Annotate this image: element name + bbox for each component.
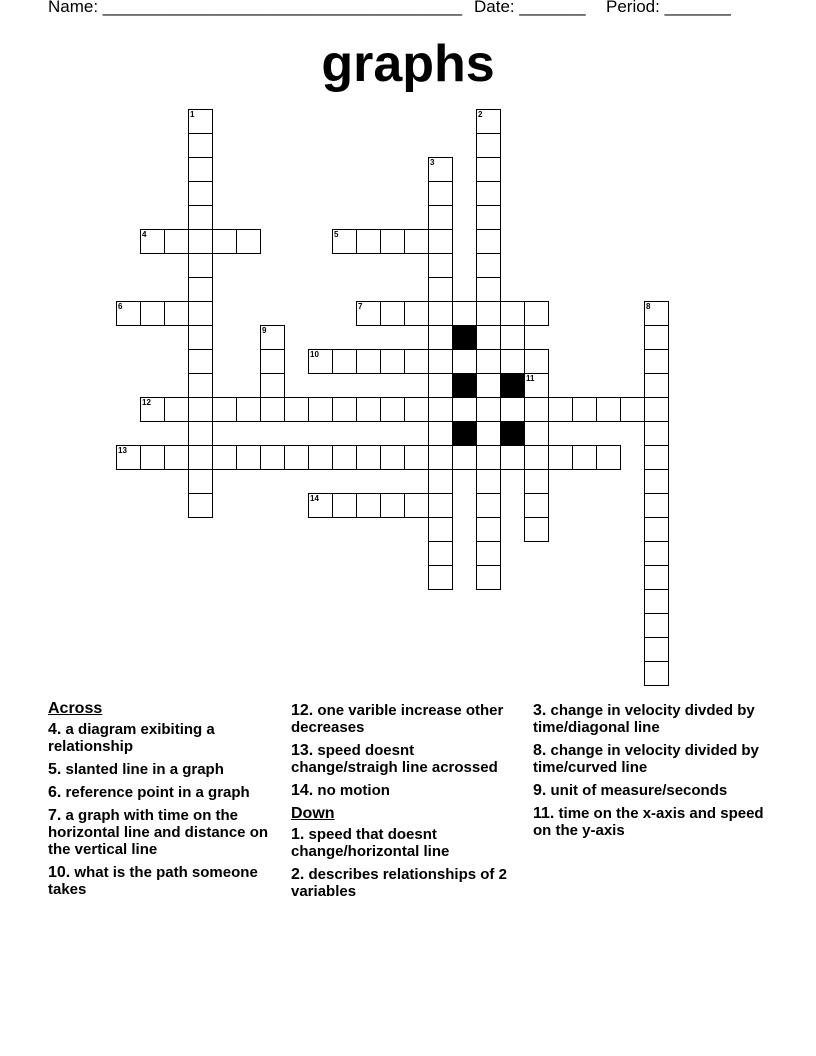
clue-number: 9. — [533, 782, 547, 799]
crossword-cell[interactable] — [356, 349, 381, 374]
clue-down-2 — [291, 866, 521, 900]
clue-across-7 — [48, 807, 284, 858]
crossword-cell[interactable] — [500, 445, 525, 470]
crossword-cell[interactable] — [476, 421, 501, 446]
crossword-cell[interactable] — [476, 109, 501, 134]
clue-text: describes relationships of 2 variables — [291, 866, 507, 900]
crossword-cell[interactable] — [428, 445, 453, 470]
crossword-cell[interactable] — [524, 493, 549, 518]
crossword-cell[interactable] — [548, 445, 573, 470]
crossword-cell[interactable] — [332, 349, 357, 374]
crossword-cell[interactable] — [428, 181, 453, 206]
clue-number: 5. — [48, 761, 62, 778]
name-field-label: Name: ______________________________________ — [48, 0, 463, 16]
clue-number: 7. — [48, 807, 62, 824]
crossword-cell[interactable] — [260, 325, 285, 350]
crossword-cell[interactable] — [524, 421, 549, 446]
clue-number: 11. — [533, 805, 555, 822]
clue-number: 12. — [291, 702, 314, 719]
crossword-cell[interactable] — [188, 445, 213, 470]
crossword-cell[interactable] — [452, 349, 477, 374]
crossword-cell[interactable] — [524, 349, 549, 374]
crossword-cell[interactable] — [116, 445, 141, 470]
crossword-cell[interactable] — [524, 301, 549, 326]
crossword-cell[interactable] — [476, 205, 501, 230]
crossword-cell[interactable] — [452, 301, 477, 326]
crossword-cell[interactable] — [140, 445, 165, 470]
crossword-cell[interactable] — [164, 301, 189, 326]
cell-number: 11 — [526, 374, 535, 383]
crossword-cell[interactable] — [476, 253, 501, 278]
crossword-cell[interactable] — [380, 445, 405, 470]
crossword-cell[interactable] — [476, 397, 501, 422]
crossword-cell[interactable] — [404, 445, 429, 470]
crossword-cell[interactable] — [140, 397, 165, 422]
crossword-cell[interactable] — [476, 565, 501, 590]
period-field-label: Period: _______ — [606, 0, 731, 16]
crossword-cell[interactable] — [356, 445, 381, 470]
cell-number: 5 — [334, 230, 339, 239]
clue-number: 3. — [533, 702, 547, 719]
crossword-cell[interactable] — [332, 445, 357, 470]
crossword-cell[interactable] — [404, 349, 429, 374]
clue-text: one varible increase other decreases — [291, 702, 504, 736]
crossword-cell[interactable] — [188, 349, 213, 374]
down-clues-column — [533, 700, 773, 845]
crossword-cell[interactable] — [188, 373, 213, 398]
crossword-cell[interactable] — [428, 325, 453, 350]
across-heading: Across — [48, 700, 103, 717]
cell-number: 2 — [478, 110, 483, 119]
crossword-cell[interactable] — [308, 493, 333, 518]
cell-number: 12 — [142, 398, 151, 407]
clue-down-1 — [291, 826, 521, 860]
crossword-cell[interactable] — [428, 277, 453, 302]
crossword-cell[interactable] — [644, 421, 669, 446]
crossword-cell[interactable] — [428, 469, 453, 494]
crossword-cell[interactable] — [644, 517, 669, 542]
crossword-cell[interactable] — [260, 397, 285, 422]
crossword-cell[interactable] — [188, 181, 213, 206]
crossword-cell[interactable] — [452, 397, 477, 422]
crossword-cell[interactable] — [332, 229, 357, 254]
crossword-cell[interactable] — [308, 397, 333, 422]
crossword-cell[interactable] — [356, 493, 381, 518]
crossword-cell[interactable] — [164, 445, 189, 470]
crossword-cell[interactable] — [188, 493, 213, 518]
crossword-cell[interactable] — [428, 229, 453, 254]
clue-across-14 — [291, 782, 521, 799]
crossword-cell[interactable] — [428, 397, 453, 422]
cell-number: 4 — [142, 230, 147, 239]
crossword-cell[interactable] — [644, 469, 669, 494]
cell-number: 10 — [310, 350, 319, 359]
crossword-cell[interactable] — [524, 445, 549, 470]
crossword-cell[interactable] — [212, 397, 237, 422]
crossword-cell[interactable] — [644, 445, 669, 470]
clue-down-9 — [533, 782, 773, 799]
crossword-cell[interactable] — [188, 397, 213, 422]
crossword-cell[interactable] — [476, 541, 501, 566]
cell-number: 1 — [190, 110, 195, 119]
crossword-cell[interactable] — [644, 397, 669, 422]
crossword-cell[interactable] — [500, 301, 525, 326]
crossword-cell[interactable] — [428, 301, 453, 326]
clue-across-5 — [48, 761, 284, 778]
crossword-black-cell — [500, 421, 525, 446]
crossword-cell[interactable] — [428, 349, 453, 374]
cell-number: 7 — [358, 302, 363, 311]
clue-down-3 — [533, 702, 773, 736]
crossword-cell[interactable] — [404, 493, 429, 518]
cell-number: 9 — [262, 326, 267, 335]
crossword-cell[interactable] — [188, 421, 213, 446]
crossword-cell[interactable] — [188, 253, 213, 278]
crossword-cell[interactable] — [428, 253, 453, 278]
crossword-cell[interactable] — [644, 613, 669, 638]
crossword-cell[interactable] — [428, 373, 453, 398]
cell-number: 8 — [646, 302, 651, 311]
clue-text: speed doesnt change/straigh line acrossed — [291, 742, 498, 776]
crossword-cell[interactable] — [524, 397, 549, 422]
crossword-cell[interactable] — [380, 301, 405, 326]
crossword-cell[interactable] — [644, 325, 669, 350]
crossword-cell[interactable] — [476, 181, 501, 206]
clue-number: 6. — [48, 784, 62, 801]
down-heading: Down — [291, 805, 335, 822]
clue-number: 13. — [291, 742, 314, 759]
crossword-cell[interactable] — [260, 373, 285, 398]
crossword-cell[interactable] — [476, 493, 501, 518]
crossword-cell[interactable] — [476, 349, 501, 374]
crossword-cell[interactable] — [380, 397, 405, 422]
crossword-cell[interactable] — [284, 397, 309, 422]
cell-number: 14 — [310, 494, 319, 503]
clue-across-13 — [291, 742, 521, 776]
crossword-cell[interactable] — [476, 469, 501, 494]
crossword-cell[interactable] — [356, 397, 381, 422]
crossword-cell[interactable] — [236, 229, 261, 254]
crossword-cell[interactable] — [644, 373, 669, 398]
crossword-cell[interactable] — [428, 565, 453, 590]
clue-number: 10. — [48, 864, 71, 881]
crossword-cell[interactable] — [140, 301, 165, 326]
crossword-cell[interactable] — [212, 229, 237, 254]
clue-down-8 — [533, 742, 773, 776]
clue-text: unit of measure/seconds — [550, 782, 728, 799]
clue-text: no motion — [317, 782, 390, 799]
crossword-cell[interactable] — [356, 301, 381, 326]
crossword-cell[interactable] — [428, 517, 453, 542]
page-title: graphs — [321, 35, 495, 93]
clue-text: change in velocity divded by time/diagonal line — [533, 702, 755, 736]
crossword-cell[interactable] — [428, 205, 453, 230]
crossword-cell[interactable] — [500, 325, 525, 350]
middle-clues-column — [291, 700, 521, 906]
crossword-cell[interactable] — [596, 397, 621, 422]
crossword-cell[interactable] — [524, 517, 549, 542]
crossword-cell[interactable] — [260, 349, 285, 374]
clue-across-12 — [291, 702, 521, 736]
crossword-cell[interactable] — [476, 445, 501, 470]
crossword-cell[interactable] — [188, 229, 213, 254]
crossword-cell[interactable] — [524, 373, 549, 398]
crossword-cell[interactable] — [572, 397, 597, 422]
across-clues-column — [48, 700, 284, 904]
crossword-cell[interactable] — [380, 493, 405, 518]
crossword-cell[interactable] — [404, 229, 429, 254]
cell-number: 6 — [118, 302, 123, 311]
crossword-cell[interactable] — [524, 469, 549, 494]
crossword-cell[interactable] — [404, 397, 429, 422]
clue-text: speed that doesnt change/horizontal line — [291, 826, 450, 860]
crossword-cell[interactable] — [116, 301, 141, 326]
crossword-cell[interactable] — [644, 565, 669, 590]
clue-text: what is the path someone takes — [48, 864, 258, 898]
crossword-cell[interactable] — [332, 493, 357, 518]
crossword-black-cell — [452, 421, 477, 446]
crossword-cell[interactable] — [188, 301, 213, 326]
crossword-cell[interactable] — [476, 325, 501, 350]
crossword-cell[interactable] — [452, 445, 477, 470]
crossword-cell[interactable] — [596, 445, 621, 470]
cell-number: 3 — [430, 158, 435, 167]
crossword-cell[interactable] — [476, 517, 501, 542]
clue-text: a diagram exibiting a relationship — [48, 721, 215, 755]
crossword-cell[interactable] — [476, 277, 501, 302]
crossword-cell[interactable] — [212, 445, 237, 470]
crossword-cell[interactable] — [188, 325, 213, 350]
crossword-cell[interactable] — [428, 157, 453, 182]
date-field-label: Date: _______ — [474, 0, 586, 16]
crossword-cell[interactable] — [644, 301, 669, 326]
crossword-cell[interactable] — [260, 445, 285, 470]
crossword-black-cell — [452, 373, 477, 398]
crossword-cell[interactable] — [644, 541, 669, 566]
clue-text: change in velocity divided by time/curved line — [533, 742, 759, 776]
clue-number: 1. — [291, 826, 305, 843]
crossword-cell[interactable] — [644, 637, 669, 662]
crossword-cell[interactable] — [380, 229, 405, 254]
crossword-cell[interactable] — [644, 493, 669, 518]
crossword-cell[interactable] — [548, 397, 573, 422]
clue-text: reference point in a graph — [65, 784, 250, 801]
clue-across-4 — [48, 721, 284, 755]
clue-down-11 — [533, 805, 773, 839]
crossword-cell[interactable] — [476, 133, 501, 158]
crossword-cell[interactable] — [476, 157, 501, 182]
crossword-cell[interactable] — [428, 541, 453, 566]
crossword-cell[interactable] — [332, 397, 357, 422]
crossword-cell[interactable] — [620, 397, 645, 422]
crossword-cell[interactable] — [380, 349, 405, 374]
clue-text: slanted line in a graph — [65, 761, 224, 778]
crossword-cell[interactable] — [644, 589, 669, 614]
crossword-cell[interactable] — [428, 493, 453, 518]
crossword-cell[interactable] — [188, 469, 213, 494]
crossword-black-cell — [452, 325, 477, 350]
crossword-cell[interactable] — [188, 157, 213, 182]
clue-text: a graph with time on the horizontal line and distance on the vertical line — [48, 807, 269, 858]
crossword-cell[interactable] — [140, 229, 165, 254]
clue-text: time on the x-axis and speed on the y-axis — [533, 805, 764, 839]
clue-number: 4. — [48, 721, 62, 738]
clue-across-6 — [48, 784, 284, 801]
clue-number: 2. — [291, 866, 305, 883]
clue-number: 8. — [533, 742, 547, 759]
crossword-cell[interactable] — [644, 661, 669, 686]
crossword-cell[interactable] — [164, 397, 189, 422]
crossword-cell[interactable] — [308, 445, 333, 470]
crossword-cell[interactable] — [476, 373, 501, 398]
crossword-cell[interactable] — [308, 349, 333, 374]
crossword-black-cell — [500, 373, 525, 398]
crossword-cell[interactable] — [284, 445, 309, 470]
crossword-cell[interactable] — [188, 205, 213, 230]
clue-across-10 — [48, 864, 284, 898]
crossword-cell[interactable] — [572, 445, 597, 470]
cell-number: 13 — [118, 446, 127, 455]
crossword-cell[interactable] — [500, 349, 525, 374]
crossword-cell[interactable] — [236, 397, 261, 422]
crossword-cell[interactable] — [164, 229, 189, 254]
crossword-cell[interactable] — [236, 445, 261, 470]
crossword-cell[interactable] — [476, 229, 501, 254]
crossword-cell[interactable] — [188, 133, 213, 158]
crossword-cell[interactable] — [356, 229, 381, 254]
clue-number: 14. — [291, 782, 314, 799]
crossword-cell[interactable] — [404, 301, 429, 326]
crossword-cell[interactable] — [644, 349, 669, 374]
crossword-cell[interactable] — [500, 397, 525, 422]
crossword-cell[interactable] — [476, 301, 501, 326]
crossword-cell[interactable] — [428, 421, 453, 446]
crossword-cell[interactable] — [188, 109, 213, 134]
crossword-cell[interactable] — [188, 277, 213, 302]
